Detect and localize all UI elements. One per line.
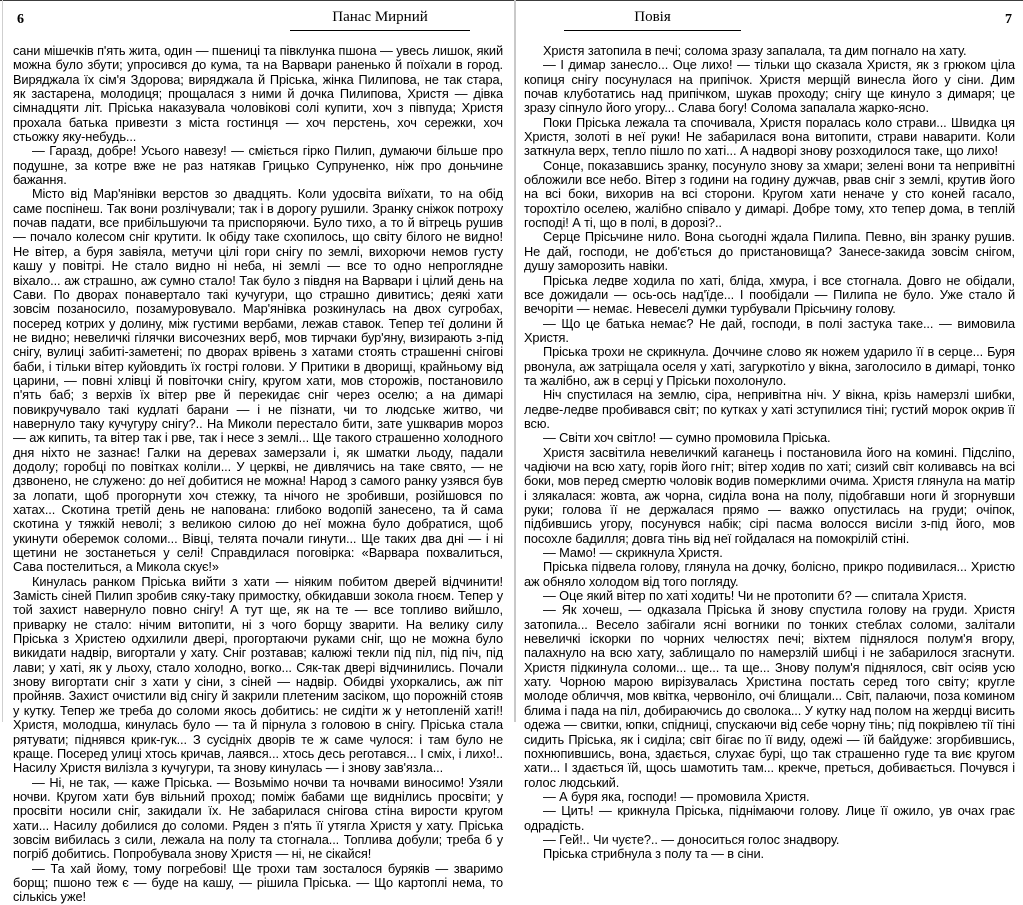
paragraph: Пріська трохи не скрикнула. Доччине слово як ножем ударило її в серце... Буря рвонула, аж затріщала оселя у хаті, загуркотіло у вікна, заголосило в димарі, тонко та жалібно, аж в серці у Пріськи похолонуло. [524, 344, 1015, 388]
left-page [13, 0, 503, 905]
paragraph: Христя затопила в печі; солома зразу запалала, та дим погнало на хату. [543, 43, 967, 58]
paragraph: Сонце, показавшись зранку, посунуло знову за хмари; зелені вони та непривітні обложили все небо. Вітер з години на годину дужчав, рвав сніг з землі, крутив його на всі боки, вихорив на всі сторони. Кругом хати неначе у сто коней гасало, торохтіло оселею, жалібно співало у димарі. Добре тому, хто тепер дома, в теплій господі! А ті, що в полі, в дорозі?.. [524, 157, 1015, 231]
paragraph: — Що це батька немає? Не дай, господи, в полі застука таке... — вимовила Христя. [524, 315, 1015, 345]
paragraph: — Ні, не так, — каже Пріська. — Возьмімо ночви та ночвами виносимо! Узяли ночви. Кругом хати був вільний проход; поміж бабами ще виднілись просвіти; у просвіти носили сніг, закидали їх. Не забарилася снігова стіна вирости кругом хати... Насилу добилися до соломи. Ряден з п'ять її утягла Христя у хату. Пріська зовсім вибилась з сили, лежала на полу та стогнала... Топлива добули; треба б у погріб добитись. Попробувала знову Христя — ні, не сікайся! [13, 774, 503, 862]
paragraph: Серце Прісьчине нило. Вона сьогодні ждала Пилипа. Певно, він зранку рушив. Не дай, господи, не доб'ється до пристановища? Занесе-закида зовсім снігом, душу заморозить навіки. [524, 229, 1015, 274]
paragraph: Поки Пріська лежала та спочивала, Христя поралась коло страви... Швидка ця Христя, золоті в неї руки! Не забарилася вона витопити, страви наварити. Коли заткнула верх, тепло пішло по хаті... А надворі знову розходилося таке, що лихо! [524, 114, 1015, 159]
paragraph: — Світи хоч світло! — сумно промовила Пріська. [543, 430, 831, 446]
paragraph: Ніч спустилася на землю, сіра, непривітна ніч. У вікна, крізь намерзлі шибки, ледве-ледве пробивався світ; по кутках у хаті зступилися тіні; густий морок окрив її всю. [524, 387, 1015, 431]
paragraph: — Цить! — крикнула Пріська, піднімаючи голову. Лице її ожило, ув очах грає одрадість. [524, 803, 1015, 833]
paragraph: — Гаразд, добре! Усього навезу! — сміється гірко Пилип, думаючи більше про подушне, за котре вже не раз натякав Грицько Супруненко, ніж про доньчине бажання. [13, 143, 503, 188]
paragraph: — І димар занесло... Оце лихо! — тільки що сказала Христя, як з грюком ціла копиця снігу посунулася на припічок. Христя мерщій винесла його у сіни. Дим почав клуботатись над припічком, шукав проходу; снігу ще кинуло з димаря; це зразу сіпнуло його угору... Слава богу! Солома запалала жарко-ясно. [524, 57, 1015, 116]
paragraph: — А буря яка, господи! — промовила Христя. [543, 788, 810, 804]
left-edge-line [2, 0, 3, 722]
paragraph: Пріська ледве ходила по хаті, бліда, хмура, і все стогнала. Довго не обідали, все дожидали — ось-ось над'їде... І пообідали — Пилипа не було. Уже стало й вечоріти — немає. Невеселі думки турбували Прісьчину голову. [524, 272, 1015, 317]
page-spine-divider [514, 0, 516, 722]
paragraph: Місто від Мар'янівки верстов зо двадцять. Коли удосвіта виїхати, то на обід саме поспінеш. Так вони розлічували; так і в дорогу рушили. Зранку сніжок потроху почав падати, все прибільшуючи та приспоряючи. Було тихо, а то й вітрець рушив — почало колесом сніг крутити. Ік обіду таке схопилось, що світу білого не видно! Не вітер, а буря завіяла, метучи цілі гори снігу по землі, вихорючи немов густу кашу у повітрі. Не стало видно ні неба, ні землі — все то одно непроглядне віхало... аж страшно, аж сумно стало! Так було з півдня на Варвари і цілий день на Сави. По дворах понавертало такі кучугури, що страшно дивитись; деякі хати зовсім позаносило, позамуровувало. Мар'янівка розкинулась на двох сугробах, посеред котрих у долину, між густими вербами, лежав ставок. Тепер теї долини й не видно; невеличкі гілячки височезних верб, мов тирчаки бур'яну, визирають з-під снігу, вулиці забиті-заметені; по дворах врівень з хатами стоять страшенні снігові баби, і тільки вітер куйовдить їх гострі голови. У Притики в дворищі, крайньому від царини, — повні хлівці й повіточки снігу, кругом хати, мов сторожів, постановило п'ять баб; з верхів їх вітер рве й перекидає сніг через оселю; а на димарі повикручувало такі кудлаті барани — і не пізнати, чи то людське житво, чи навернуло таку кучугуру снігу?.. На Миколи перестало бити, зате ушкварив мороз — аж кипить, та вітер так і рве, так і несе з землі... Ще такого страшенно холодного дня ніхто не зазнає! Галки на деревах замерзали і, як шматки льоду, падали додолу; горобці по повітках коліли... У церкві, не дивлячись на таке свято, — не дзвонено, не служено: до неї добитися не можна! Народ з самого ранку узявся був за лопати, щоб прогорнути хоч стежку, та нічого не зробивши, розійшовся по хатах... Скотина третій день не напована: глибоко водопій занесено, та й сама скотина у тяжкій неволі; з великою силою до неї можна було добратися, щоб укинути оберемок соломи... Вівці, телята почали гинути... Ще таких два дні — і ні щетини не зостанеться у селі! Справдилася поговірка: «Варвара похвалиться, Сава постелиться, а Микола скує!» [13, 186, 503, 575]
paragraph: Христя засвітила невеличкий каганець і постановила його на комині. Підсліпо, чадіючи на всю хату, горів його гніт; вітер ходив по хаті; сизий світ коливавсь на всі боки, мов перед смертю чоловік водив померклими очима. Христя глянула на матір і злякалася: жовта, аж чорна, сиділа вона на полу, підобгавши ноги й згорнувши руки; голова її не держалася прямо — важко опустилась на груди; очіпок, підбившись угору, посунувся набік; сірі пасма волосся висіли з-під його, мов посохле бадилля; довга тінь від неї гойдалася на помокрілій стіні. [524, 444, 1015, 546]
running-head-title: Повія [564, 9, 741, 31]
left-page-body [13, 44, 503, 905]
paragraph: — Оце який вітер по хаті ходить! Чи не протопити б? — спитала Христя. [543, 588, 967, 604]
paragraph: сани мішечків п'ять жита, один — пшениці та півклунка пшона — увесь лишок, який можна було збути; упросився до кума, та на Варвари раненько й поїхали в город. Виряджала їх сім'я Здорова; виряджала й Пріська, жінка Пилипова, не так стара, як застарена, молодиця; прощалася з ними й дочка Пилипова, Христя — дівка сімнадцяти літ. Пріська наказувала чоловікові солі купити, хоч з півпуда; Христя прохала батька привезти з міста гостинця — хоч перстень, хоч сережки, хоч стьожку яку-небудь... [13, 43, 503, 145]
page-number-right: 7 [1005, 12, 1012, 27]
right-page-body [524, 44, 1015, 862]
paragraph: — Мамо! — скрикнула Христя. [543, 545, 723, 561]
right-page [524, 0, 1015, 862]
paragraph: Кинулась ранком Пріська вийти з хати — ніяким побитом дверей відчинити! Замість сіней Пилип зробив сяку-таку примостку, обкидавши зокола гноєм. Тепер у той захист навернуло повно снігу! А тут ще, як на те — все топливо вийшло, приварку не стало: нічим витопити, ні з чого борщу зварити. На велику силу Пріська з Христею одхилили двері, прогортаючи руками сніг, що не можна було викидати надвір, вигортали у хату. Сніг розтавав; калюжі текли під піл, під піч, під лави; у хаті, як у льоху, стало холодно, вогко... Сяк-так двері відчинились. Почали знову вигортати сніг з хати у сіни, з сіней — надвір. Обидві ухоркались, аж піт пройняв. Захист очистили від снігу й закрили плетеним засіком, що порожній стояв у кутку. Тепер же треба до соломи якось добитись: не сидіти ж у нетопленій хаті!! Христя, молодша, кинулась було — та й пірнула з головою в снігу. Пріська стала рятувати; піднявся крик-гук... З сусідніх дворів те ж саме чулося: і там було не краще. Посеред улиці хтось кричав, лаявся... хтось десь реготався... І сміх, і лихо!.. Насилу Христя вилізла з кучугури, та знову кинулась — і знову зав'язла... [13, 573, 503, 776]
paragraph: Пріська підвела голову, глянула на дочку, болісно, прикро подивилася... Христю аж обняло холодом від того погляду. [524, 559, 1015, 589]
page-number-left: 6 [17, 12, 24, 27]
running-head-author: Панас Мирний [290, 9, 470, 31]
paragraph: — Та хай йому, тому погребові! Ще трохи там зосталося буряків — зваримо борщ; пшоно теж є — буде на кашу, — рішила Пріська. — Що картоплі нема, то сількісь уже! [13, 860, 503, 905]
paragraph: — Гей!.. Чи чуєте?.. — доноситься голос знадвору. [543, 831, 840, 847]
paragraph: Пріська стрибнула з полу та — в сіни. [543, 846, 764, 862]
paragraph: — Як хочеш, — одказала Пріська й знову спустила голову на груди. Христя затопила... Весело забігали ясні вогники по тонких стеблах соломи, залітали невеличкі іскорки по чорних челюстях печі; віхтем піднялося полум'я вгору, палахнуло на всю хату, заблищало по намерзлій шибці і не забарилося згаснути. Христя підкинула соломи... ще... та ще... Знову полум'я піднялося, світ осіяв усю хату. Чорною марою вирізувалась Христина постать серед того світу; кругле молоде обличчя, мов квітка, червоніло, очі блищали... Світ, палаючи, поза комином блима і пада на піл, добираючись до сволока... У кутку над полом на жердці висить одежа — свитки, юпки, спідниці, спускаючи від себе чорну тінь; під покрівлею тії тіні сидить Пріська, як і сиділа; світ бігає по її виду, одежі — їй байдуже: згорбившись, похнюпившись, вона, здається, слухає бурі, що так страшенно гуде та виє кругом хати... І здається їй, щось шамотить там... крекче, преться, добивається. Почувся і голос людський. [524, 602, 1015, 790]
